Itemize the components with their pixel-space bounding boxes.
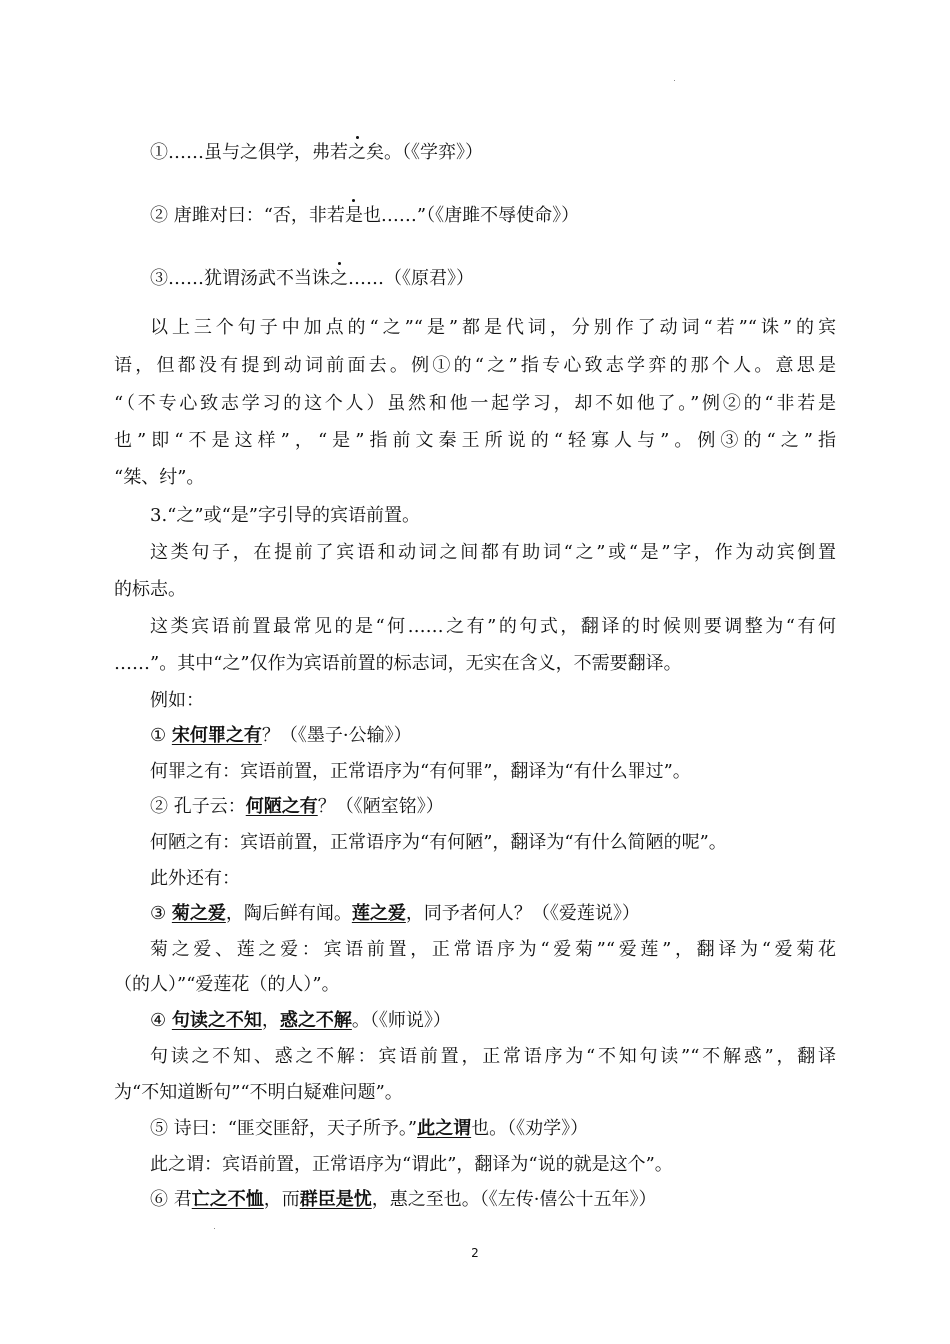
section-heading: 3.“之”或“是”字引导的宾语前置。: [150, 505, 420, 526]
example-item-5: ⑤ 诗曰：“匪交匪舒，天子所予。”此之谓也。（《劝学》）: [150, 1118, 589, 1139]
underlined-phrase: 群臣是忧: [299, 1189, 372, 1210]
underlined-phrase: 亡之不恤: [191, 1189, 264, 1210]
page-number: 2: [471, 1246, 479, 1260]
explanation-4: 句读之不知、惑之不解：宾语前置，正常语序为“不知句读”“不解惑”，翻译: [150, 1046, 836, 1067]
example-item-6: ⑥ 君亡之不恤，而群臣是忧，惠之至也。（《左传·僖公十五年》）: [150, 1189, 657, 1210]
for-example-label: 例如：: [150, 690, 204, 711]
explanation-5: 此之谓：宾语前置，正常语序为“谓此”，翻译为“说的就是这个”。: [150, 1154, 673, 1175]
underlined-phrase: 何陋之有: [245, 796, 318, 817]
paragraph-line: 这类宾语前置最常见的是“何……之有”的句式，翻译的时候则要调整为“有何: [150, 616, 836, 637]
example-2: ② 唐雎对曰：“否，非若是也……”（《唐雎不辱使命》）: [150, 205, 580, 226]
paragraph-line: “（不专心致志学习的这个人）虽然和他一起学习，却不如他了。”例②的“非若是: [114, 393, 836, 414]
explanation-4-cont: 为“不知道断句”“不明白疑难问题”。: [114, 1082, 403, 1103]
explanation-1: 何罪之有：宾语前置，正常语序为“有何罪”，翻译为“有什么罪过”。: [150, 761, 691, 782]
dotted-char: 之: [348, 142, 366, 163]
paragraph-line: “桀、纣”。: [114, 467, 205, 488]
explanation-3: 菊之爱、莲之爱：宾语前置，正常语序为“爱菊”“爱莲”，翻译为“爱菊花: [150, 939, 836, 960]
example-item-2: ② 孔子云：何陋之有？（《陋室铭》）: [150, 796, 444, 817]
scan-speck: [214, 1228, 215, 1229]
underlined-phrase: 句读之不知: [171, 1010, 262, 1031]
example-3: ③……犹谓汤武不当诛之……（《原君》）: [150, 268, 474, 289]
paragraph-line: 也”即“不是这样”，“是”指前文秦王所说的“轻寡人与”。例③的“之”指: [114, 430, 836, 451]
example-item-1: ① 宋何罪之有？（《墨子·公输》）: [150, 725, 412, 746]
paragraph-line: 的标志。: [114, 579, 186, 600]
example-item-3: ③ 菊之爱，陶后鲜有闻。莲之爱，同予者何人？（《爱莲说》）: [150, 903, 640, 924]
example-item-4: ④ 句读之不知，惑之不解。（《师说》）: [150, 1010, 451, 1031]
paragraph-line: 这类句子，在提前了宾语和动词之间都有助词“之”或“是”字，作为动宾倒置: [150, 542, 836, 563]
explanation-2: 何陋之有：宾语前置，正常语序为“有何陋”，翻译为“有什么简陋的呢”。: [150, 832, 727, 853]
dotted-char: 之: [330, 268, 348, 289]
underlined-phrase: 此之谓: [417, 1118, 472, 1139]
explanation-3-cont: （的人）”“爱莲花（的人）”。: [114, 974, 340, 995]
underlined-phrase: 莲之爱: [351, 903, 406, 924]
paragraph-line: 以上三个句子中加点的“之”“是”都是代词，分别作了动词“若”“诛”的宾: [150, 317, 836, 338]
dotted-char: 是: [344, 205, 363, 226]
paragraph-line: ……”。其中“之”仅作为宾语前置的标志词，无实在含义，不需要翻译。: [114, 653, 682, 674]
scan-speck: [674, 80, 675, 81]
besides-label: 此外还有：: [150, 868, 240, 889]
underlined-phrase: 菊之爱: [171, 903, 226, 924]
paragraph-line: 语，但都没有提到动词前面去。例①的“之”指专心致志学弈的那个人。意思是: [114, 355, 836, 376]
underlined-phrase: 宋何罪之有: [171, 725, 262, 746]
example-1: ①……虽与之俱学，弗若之矣。（《学弈》）: [150, 142, 483, 163]
underlined-phrase: 惑之不解: [279, 1010, 352, 1031]
